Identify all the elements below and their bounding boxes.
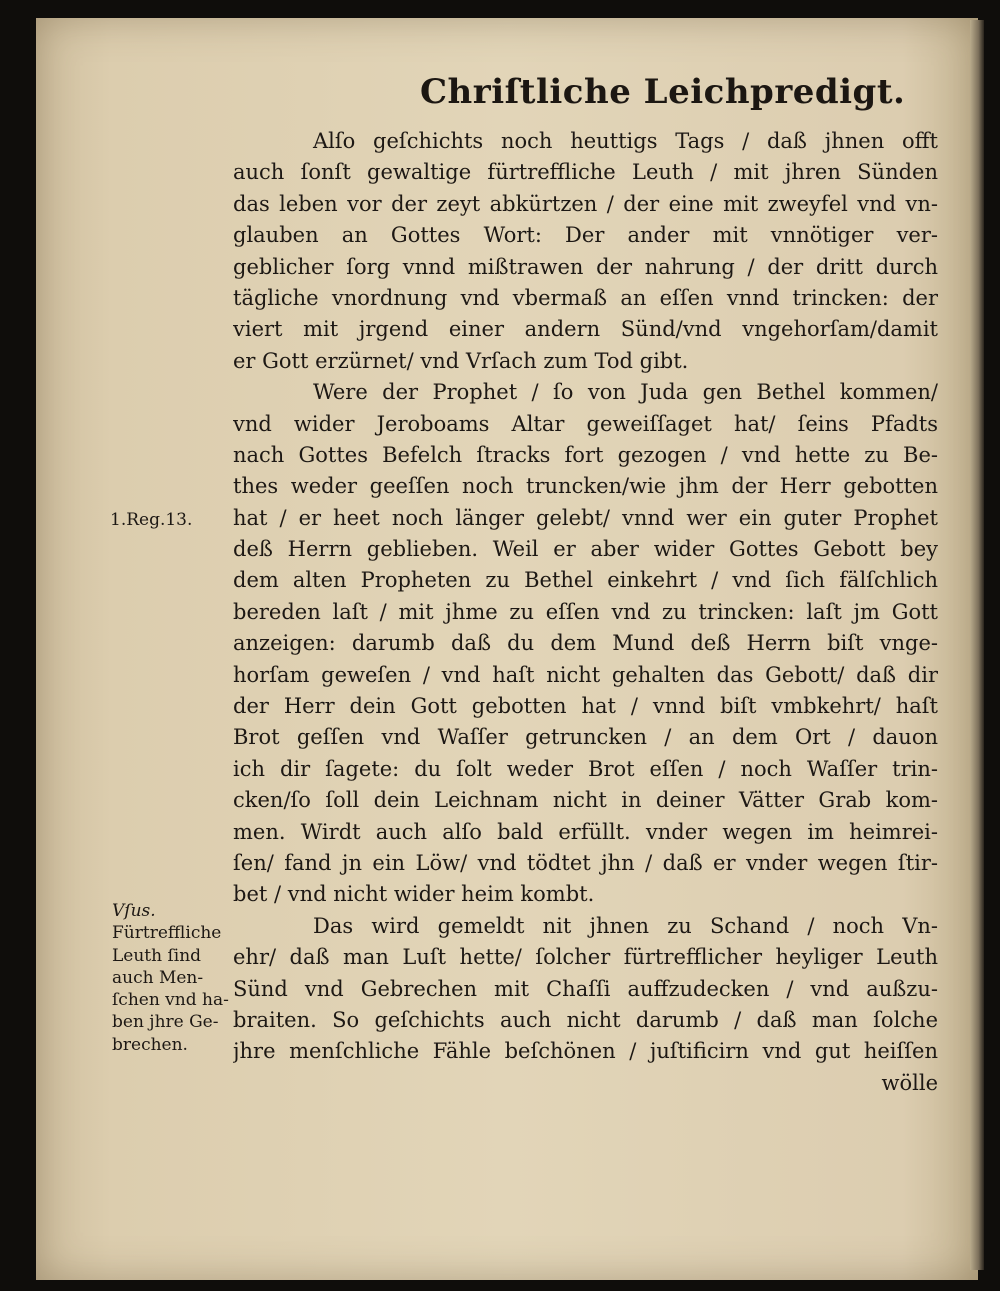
text-line: men. Wirdt auch alſo bald erfüllt. vnder wegen im heimrei- (233, 819, 938, 844)
text-line: hat / er heet noch länger gelebt/ vnnd wer ein guter Prophet (233, 505, 938, 530)
text-line: Were der Prophet / ſo von Juda gen Bethel kommen/ (313, 380, 938, 405)
text-line: Brot geſſen vnd Waſſer getruncken / an dem Ort / dauon (233, 725, 938, 750)
text-line: wölle (881, 1070, 938, 1095)
text-line: nach Gottes Befelch ſtracks fort gezogen / vnd hette zu Be- (233, 442, 938, 467)
marginal-note-line: Fürtreffliche (112, 923, 222, 944)
text-line: viert mit jrgend einer andern Sünd/vnd vngehorſam/damit (233, 317, 938, 342)
margin-reference: 1.Reg.13. (110, 510, 193, 530)
marginal-note-line: auch Men- (112, 967, 204, 988)
text-line: braiten. So geſchichts auch nicht darumb / daß man ſolche (233, 1007, 938, 1032)
text-line: thes weder geeſſen noch truncken/wie jhm der Herr gebotten (233, 474, 938, 499)
text-line: tägliche vnordnung vnd vbermaß an eſſen vnnd trincken: der (233, 285, 938, 310)
text-line: anzeigen: darumb daß du dem Mund deß Herrn biſt vnge- (233, 631, 938, 656)
text-line: horſam geweſen / vnd haſt nicht gehalten das Gebott/ daß dir (233, 662, 938, 687)
text-line: geblicher ſorg vnnd mißtrawen der nahrung / der dritt durch (233, 254, 938, 279)
text-line: deß Herrn geblieben. Weil er aber wider Gottes Gebott bey (233, 537, 938, 562)
text-line: der Herr dein Gott gebotten hat / vnnd biſt vmbkehrt/ haſt (233, 694, 938, 719)
marginal-note-line: brechen. (112, 1034, 188, 1055)
page-edge (970, 20, 984, 1270)
text-line: Sünd vnd Gebrechen mit Chaſſi auffzudecken / vnd außzu- (233, 976, 938, 1001)
marginal-note-line: Vſus. (112, 901, 156, 921)
text-line: cken/ſo ſoll dein Leichnam nicht in deiner Vätter Grab kom- (233, 788, 938, 813)
text-line: er Gott erzürnet/ vnd Vrſach zum Tod gibt. (233, 348, 689, 373)
text-line: jhre menſchliche Fähle beſchönen / juſtificirn vnd gut heiſſen (233, 1039, 938, 1064)
text-line: Das wird gemeldt nit jhnen zu Schand / noch Vn- (313, 913, 938, 938)
text-line: Alſo geſchichts noch heuttigs Tags / daß jhnen offt (313, 129, 938, 153)
body-text (233, 126, 938, 1099)
marginal-note-line: Leuth ſind (112, 945, 202, 966)
text-line: ehr/ daß man Luſt hette/ ſolcher fürtrefflicher heyliger Leuth (233, 945, 938, 970)
text-line: ſen/ fand jn ein Löw/ vnd tödtet jhn / daß er vnder wegen ſtir- (233, 850, 938, 875)
text-line: glauben an Gottes Wort: Der ander mit vnnötiger ver- (233, 223, 938, 248)
text-line: dem alten Propheten zu Bethel einkehrt / vnd ſich fälſchlich (233, 568, 938, 593)
text-line: vnd wider Jeroboams Altar geweiſſaget hat/ ſeins Pfadts (233, 411, 938, 436)
text-line: bet / vnd nicht wider heim kombt. (233, 882, 595, 907)
text-line: das leben vor der zeyt abkürtzen / der eine mit zweyfel vnd vn- (233, 191, 938, 216)
marginalia (112, 900, 237, 1056)
running-header: Chriſtliche Leichpredigt. (420, 72, 906, 112)
marginal-note-line: ben jhre Ge- (112, 1012, 219, 1033)
text-line: bereden laſt / mit jhme zu eſſen vnd zu trincken: laſt jm Gott (233, 599, 938, 624)
marginal-note-line: ſchen vnd ha- (112, 990, 229, 1011)
text-line: auch ſonſt gewaltige fürtreffliche Leuth / mit jhren Sünden (233, 160, 938, 185)
text-line: ich dir ſagete: du ſolt weder Brot eſſen / noch Waſſer trin- (233, 756, 938, 781)
